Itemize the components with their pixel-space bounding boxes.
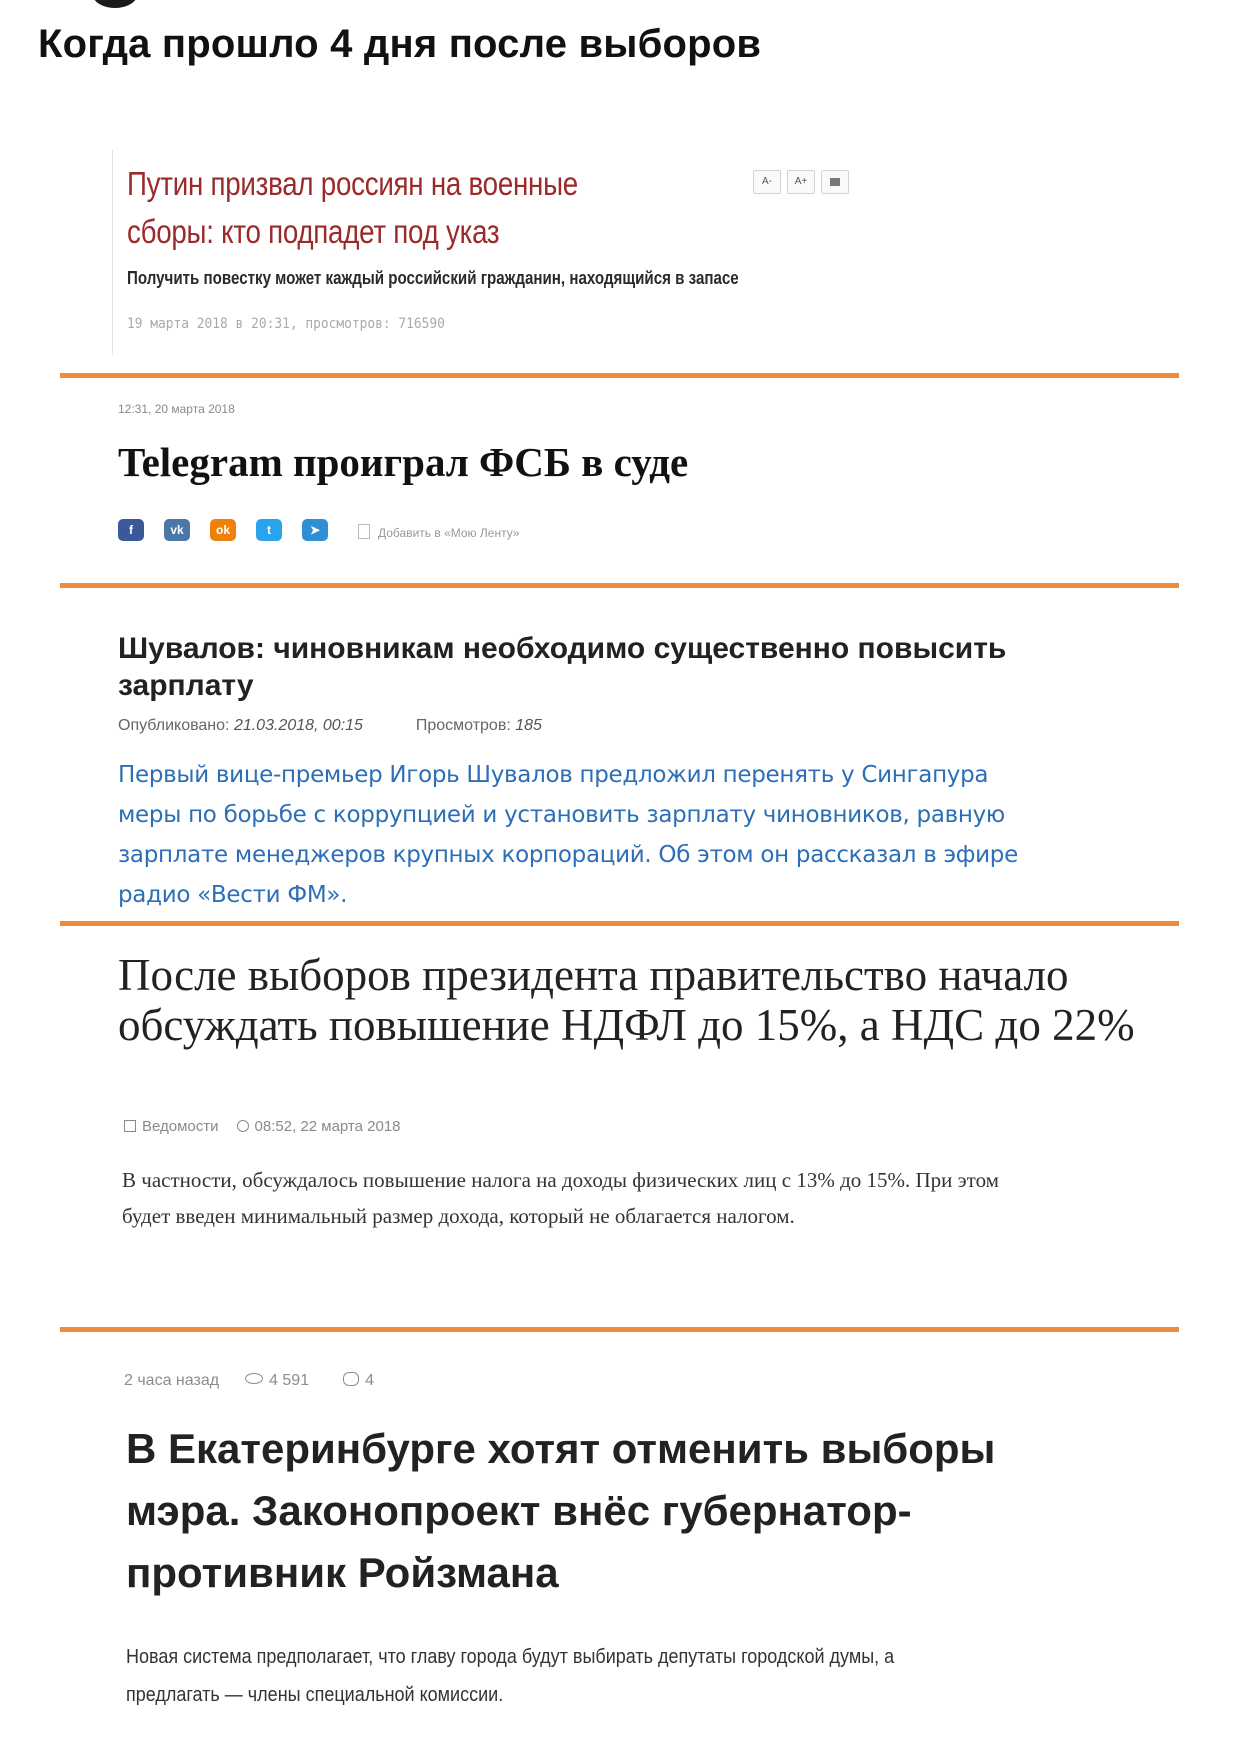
share-buttons <box>118 519 328 541</box>
font-increase-button[interactable]: A+ <box>787 170 815 194</box>
published-label: Опубликовано: <box>118 717 230 734</box>
article-time: 2 часа назад <box>124 1372 220 1389</box>
meme-caption: Когда прошло 4 дня после выборов <box>38 22 762 66</box>
font-decrease-button[interactable]: A- <box>753 170 781 194</box>
article-meta: 19 марта 2018 в 20:31, просмотров: 716590 <box>127 316 445 332</box>
eye-icon <box>245 1373 263 1384</box>
views-value: 185 <box>515 717 542 734</box>
vk-icon[interactable]: vk <box>164 519 190 541</box>
article-title[interactable]: Путин призвал россиян на военные сборы: кто подпадет под указ <box>127 165 578 250</box>
source-icon <box>124 1120 136 1132</box>
print-icon[interactable] <box>821 170 849 194</box>
avatar <box>92 0 138 8</box>
article-title[interactable]: Шувалов: чиновникам необходимо существенно повысить зарплату <box>118 632 1007 702</box>
article-source[interactable]: Ведомости <box>142 1118 219 1135</box>
article-subtitle: Получить повестку может каждый российский гражданин, находящийся в запасе <box>127 268 739 288</box>
divider <box>60 373 1179 378</box>
twitter-icon[interactable]: t <box>256 519 282 541</box>
article-timestamp: 12:31, 20 марта 2018 <box>118 402 235 416</box>
comments-count[interactable]: 4 <box>365 1372 374 1389</box>
article-meta <box>124 1118 401 1135</box>
comment-icon[interactable] <box>343 1372 359 1386</box>
views-label: Просмотров: <box>415 717 511 734</box>
article-body: Новая система предполагает, что главу города будут выбирать депутаты городской думы, а предлагать — члены специальной комиссии. <box>126 1646 895 1706</box>
article-military-training <box>112 150 993 355</box>
divider <box>60 1327 1179 1332</box>
telegram-icon[interactable]: ➤ <box>302 519 328 541</box>
divider <box>60 583 1179 588</box>
published-value: 21.03.2018, 00:15 <box>233 717 363 734</box>
article-lead[interactable]: Первый вице-премьер Игорь Шувалов предложил перенять у Сингапура меры по борьбе с коррупцией и установить зарплату чиновников, равную зарплате менеджеров крупных корпораций. Об этом он рассказал в эфире радио «Вести ФМ». <box>118 762 1018 908</box>
article-title[interactable]: Telegram проиграл ФСБ в суде <box>118 439 689 485</box>
article-time: 08:52, 22 марта 2018 <box>254 1118 401 1135</box>
divider <box>60 921 1179 926</box>
facebook-icon[interactable]: f <box>118 519 144 541</box>
ok-icon[interactable]: ok <box>210 519 236 541</box>
views-count: 4 591 <box>269 1372 310 1389</box>
add-to-feed-button[interactable] <box>358 524 520 540</box>
article-title[interactable]: После выборов президента правительство начало обсуждать повышение НДФЛ до 15%, а НДС до 22% <box>118 950 1135 1050</box>
text-tools <box>753 170 849 194</box>
article-meta <box>118 717 542 735</box>
article-title[interactable]: В Екатеринбурге хотят отменить выборы мэра. Законопроект внёс губернатор-противник Ройзмана <box>126 1425 996 1596</box>
add-to-feed-label: Добавить в «Мою Ленту» <box>378 526 520 540</box>
clock-icon <box>237 1120 249 1132</box>
article-meta <box>124 1372 374 1390</box>
bookmark-icon <box>358 524 370 539</box>
article-body: В частности, обсуждалось повышение налога на доходы физических лиц с 13% до 15%. При этом будет введен минимальный размер дохода, который не облагается налогом. <box>122 1168 999 1228</box>
